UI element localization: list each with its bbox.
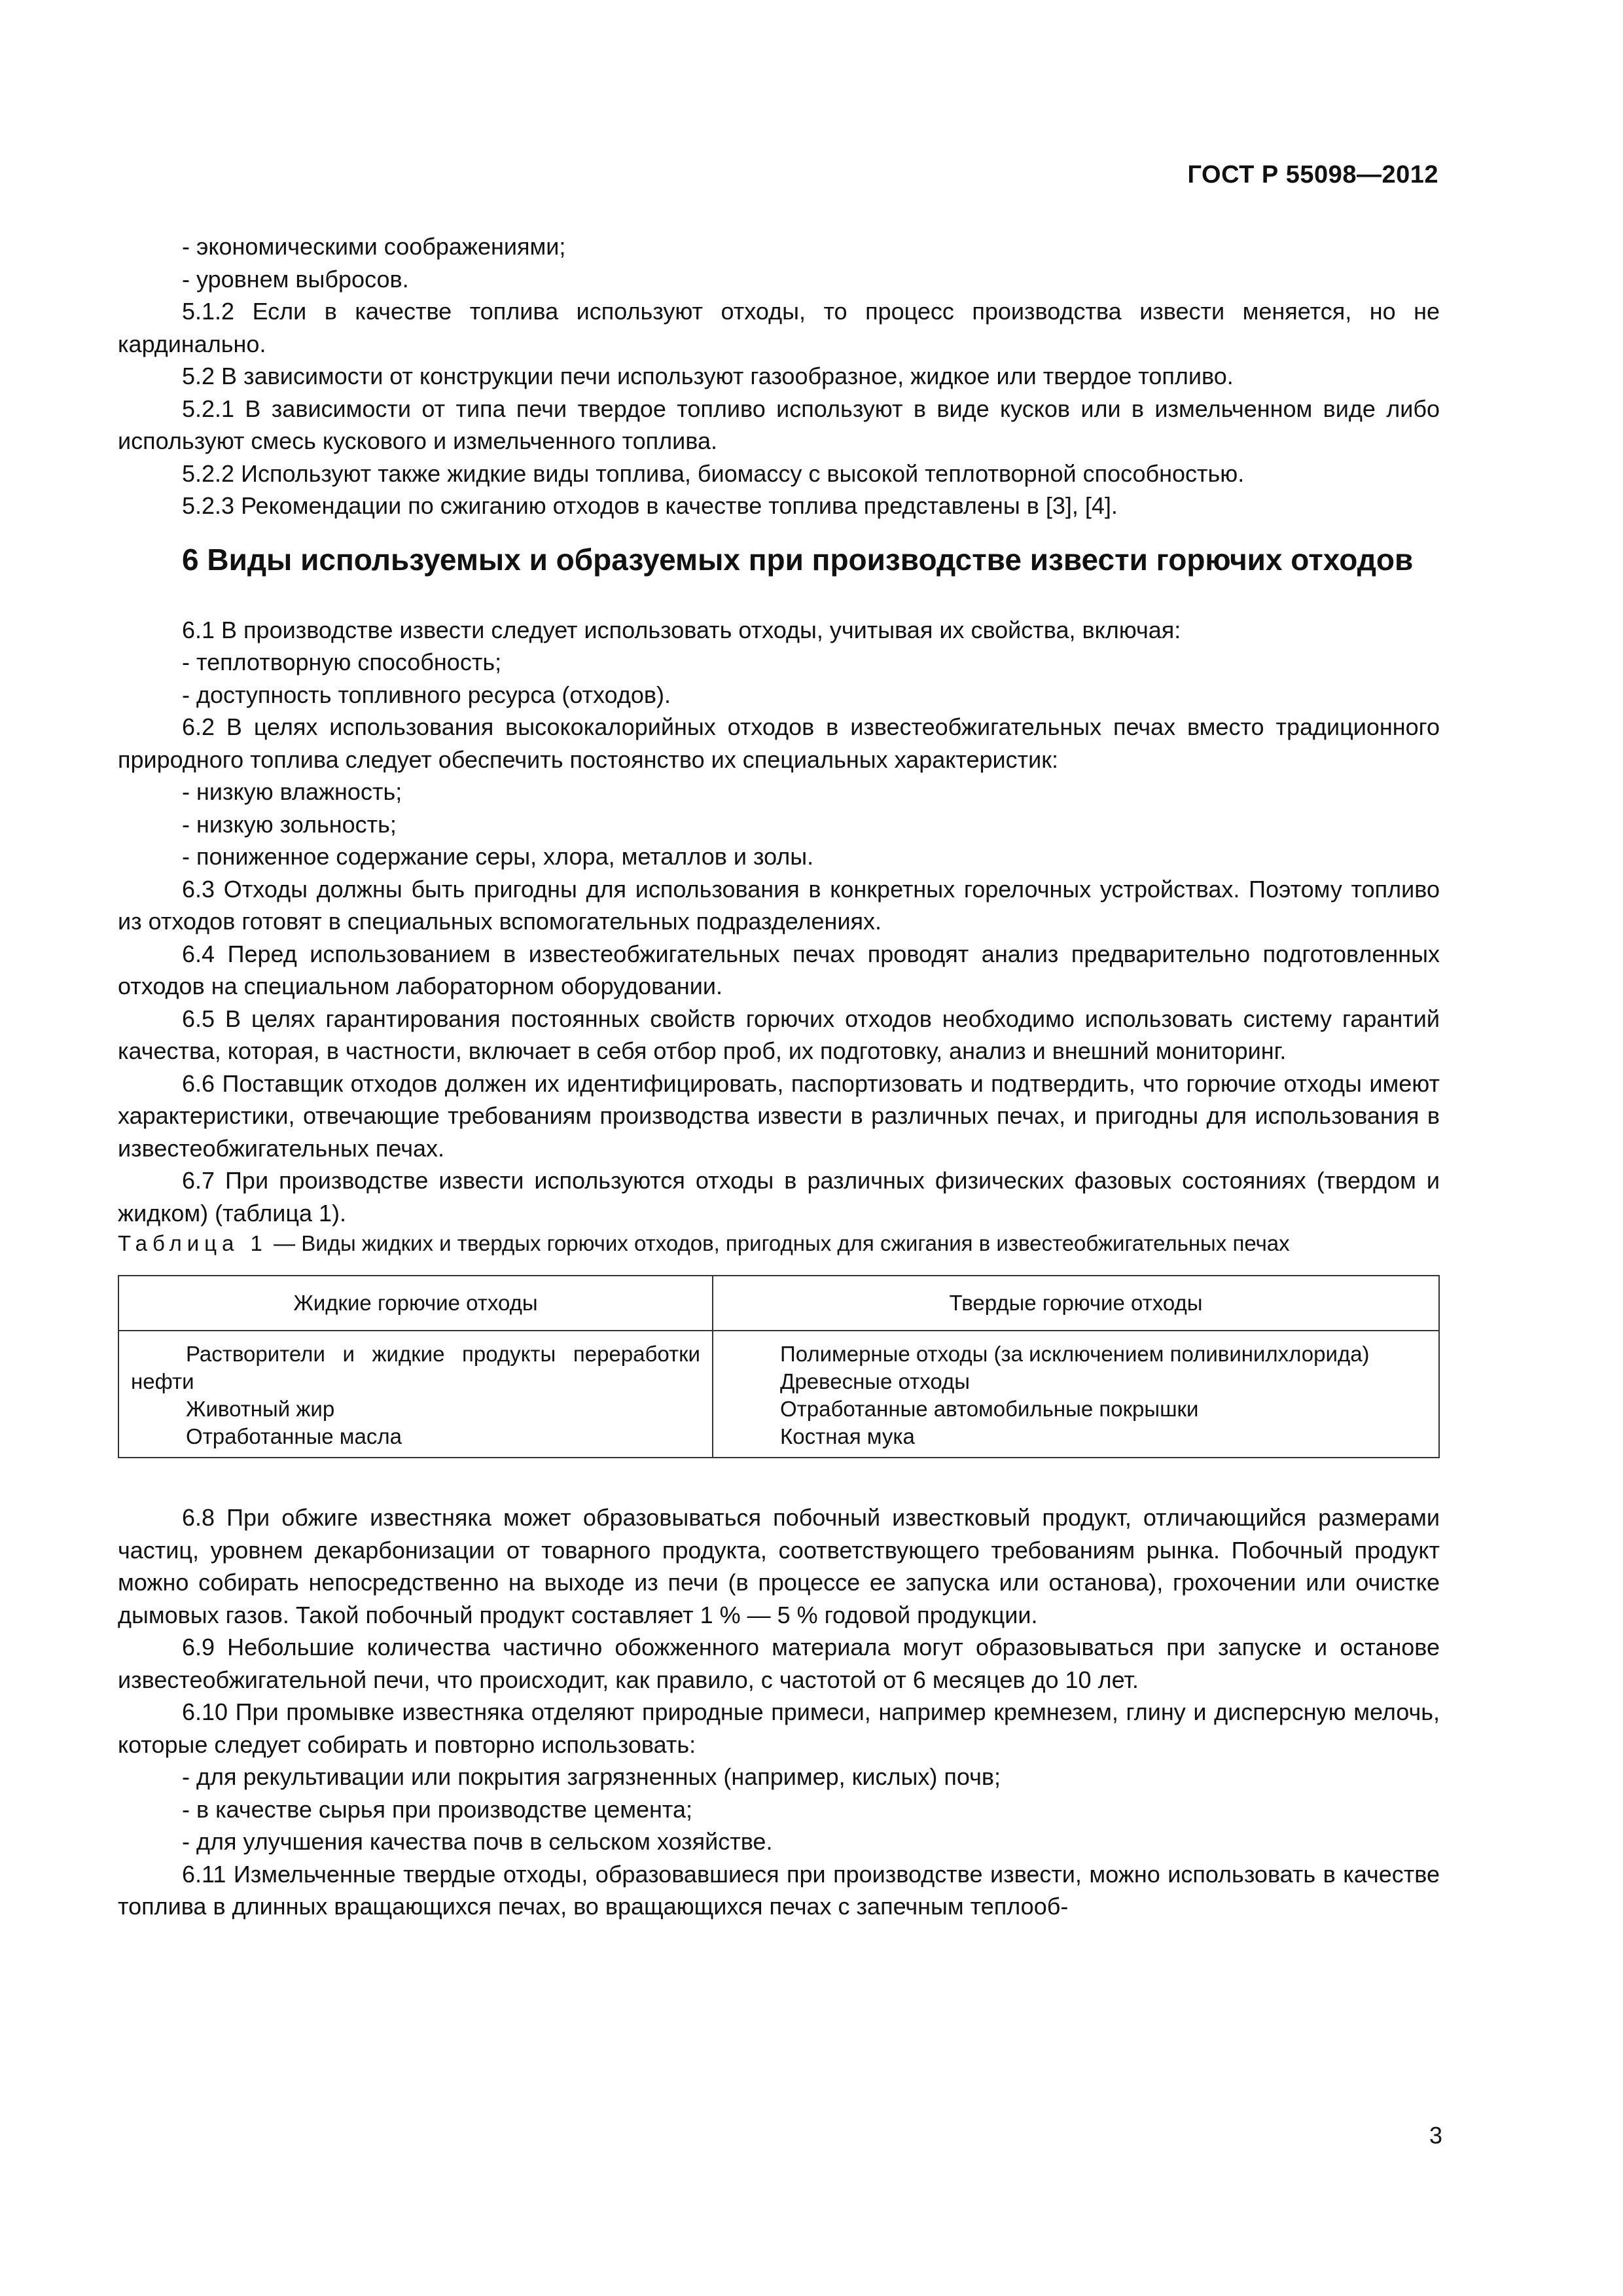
liquid-waste-cell <box>118 1331 713 1458</box>
list-item: - пониженное содержание серы, хлора, металлов и золы. <box>182 843 814 870</box>
table-caption-label: Таблица 1 <box>118 1231 268 1255</box>
paragraph-6-9: 6.9 Небольшие количества частично обожженного материала могут образовываться при запуске и останове известеобжигательной печи, что происходит, как правило, с частотой от 6 месяцев до 10 лет. <box>118 1634 1440 1693</box>
list-item: - для улучшения качества почв в сельском хозяйстве. <box>182 1828 773 1855</box>
table-cell-item: Животный жир <box>186 1397 335 1421</box>
paragraph-6-1: 6.1 В производстве извести следует использовать отходы, учитывая их свойства, включая: <box>182 616 1181 643</box>
list-item: - теплотворную способность; <box>182 649 502 675</box>
paragraph-6-8: 6.8 При обжиге известняка может образовываться побочный известковый продукт, отличающийся размерами частиц, уровнем декарбонизации от товарного продукта, соответствующего требованиям рынка. Побочный продукт можно собирать непосредственно на выходе из печи (в процессе ее запуска или останова), грохочении или очистке дымовых газов. Такой побочный продукт составляет 1 % — 5 % годовой продукции. <box>118 1504 1440 1628</box>
paragraph-6-2: 6.2 В целях использования высококалорийных отходов в известеобжигательных печах вместо традиционного природного топлива следует обеспечить постоянство их специальных характеристик: <box>118 713 1440 773</box>
table-cell-item: Костная мука <box>780 1424 915 1448</box>
list-item: - в качестве сырья при производстве цемента; <box>182 1795 693 1823</box>
document-number: ГОСТ Р 55098—2012 <box>1187 161 1438 188</box>
paragraph-6-10: 6.10 При промывке известняка отделяют природные примеси, например кремнезем, глину и дисперсную мелочь, которые следует собирать и повторно использовать: <box>118 1698 1440 1758</box>
table-cell-item: Древесные отходы <box>780 1369 971 1393</box>
paragraph-6-6: 6.6 Поставщик отходов должен их идентифицировать, паспортизовать и подтвердить, что горючие отходы имеют характеристики, отвечающие требованиям производства извести в различных печах, и пригодны для использования в известеобжигательных печах. <box>118 1069 1440 1162</box>
paragraph-5-1-2: 5.1.2 Если в качестве топлива используют отходы, то процесс производства извести меняется, но не кардинально. <box>118 298 1440 357</box>
list-item: - для рекультивации или покрытия загрязненных (например, кислых) почв; <box>182 1763 1001 1790</box>
paragraph-5-2-3: 5.2.3 Рекомендации по сжиганию отходов в качестве топлива представлены в [3], [4]. <box>182 492 1118 519</box>
paragraph-6-4: 6.4 Перед использованием в известеобжигательных печах проводят анализ предварительно подготовленных отходов на специальном лабораторном оборудовании. <box>118 940 1440 999</box>
table-cell-item: Отработанные масла <box>186 1424 402 1448</box>
page-number: 3 <box>1429 2122 1442 2149</box>
table-cell-item: Растворители и жидкие продукты переработки нефти <box>131 1342 700 1393</box>
solid-waste-cell <box>713 1331 1439 1458</box>
table-cell-item: Полимерные отходы (за исключением поливинилхлорида) <box>780 1342 1370 1366</box>
paragraph-6-5: 6.5 В целях гарантирования постоянных свойств горючих отходов необходимо использовать систему гарантий качества, которая, в частности, включает в себя отбор проб, их подготовку, анализ и внешний мониторинг. <box>118 1005 1440 1064</box>
paragraph-6-11: 6.11 Измельченные твердые отходы, образовавшиеся при производстве извести, можно использовать в качестве топлива в длинных вращающихся печах, во вращающихся печах с запечным теплооб- <box>118 1860 1440 1920</box>
list-item: - низкую влажность; <box>182 778 402 805</box>
waste-types-table <box>118 1275 1440 1458</box>
section-heading-6: 6 Виды используемых и образуемых при производстве извести горючих отходов <box>182 542 1414 577</box>
column-header-liquid: Жидкие горючие отходы <box>118 1276 713 1331</box>
paragraph-5-2: 5.2 В зависимости от конструкции печи используют газообразное, жидкое или твердое топливо. <box>182 363 1234 389</box>
table-header-row <box>118 1276 1439 1331</box>
list-item: - низкую зольность; <box>182 810 397 838</box>
paragraph-5-2-2: 5.2.2 Используют также жидкие виды топлива, биомассу с высокой теплотворной способностью. <box>182 459 1245 487</box>
list-item: - доступность топливного ресурса (отходов). <box>182 681 671 708</box>
paragraph-5-2-1: 5.2.1 В зависимости от типа печи твердое топливо используют в виде кусков или в измельченном виде либо используют смесь кускового и измельченного топлива. <box>118 395 1440 454</box>
paragraph-6-3: 6.3 Отходы должны быть пригодны для использования в конкретных горелочных устройствах. Поэтому топливо из отходов готовят в специальных вспомогательных подразделениях. <box>118 875 1440 935</box>
column-header-solid: Твердые горючие отходы <box>713 1276 1439 1331</box>
list-item: - уровнем выбросов. <box>182 265 409 293</box>
table-row <box>118 1331 1439 1458</box>
table-caption-text: — Виды жидких и твердых горючих отходов, пригодных для сжигания в известеобжигательных печах <box>267 1231 1290 1255</box>
table-cell-item: Отработанные автомобильные покрышки <box>780 1397 1199 1421</box>
table-caption <box>118 1229 1440 1258</box>
list-item: - экономическими соображениями; <box>182 233 566 260</box>
document-body <box>118 230 1440 1923</box>
paragraph-6-7: 6.7 При производстве извести используются отходы в различных физических фазовых состояниях (твердом и жидком) (таблица 1). <box>118 1167 1440 1227</box>
